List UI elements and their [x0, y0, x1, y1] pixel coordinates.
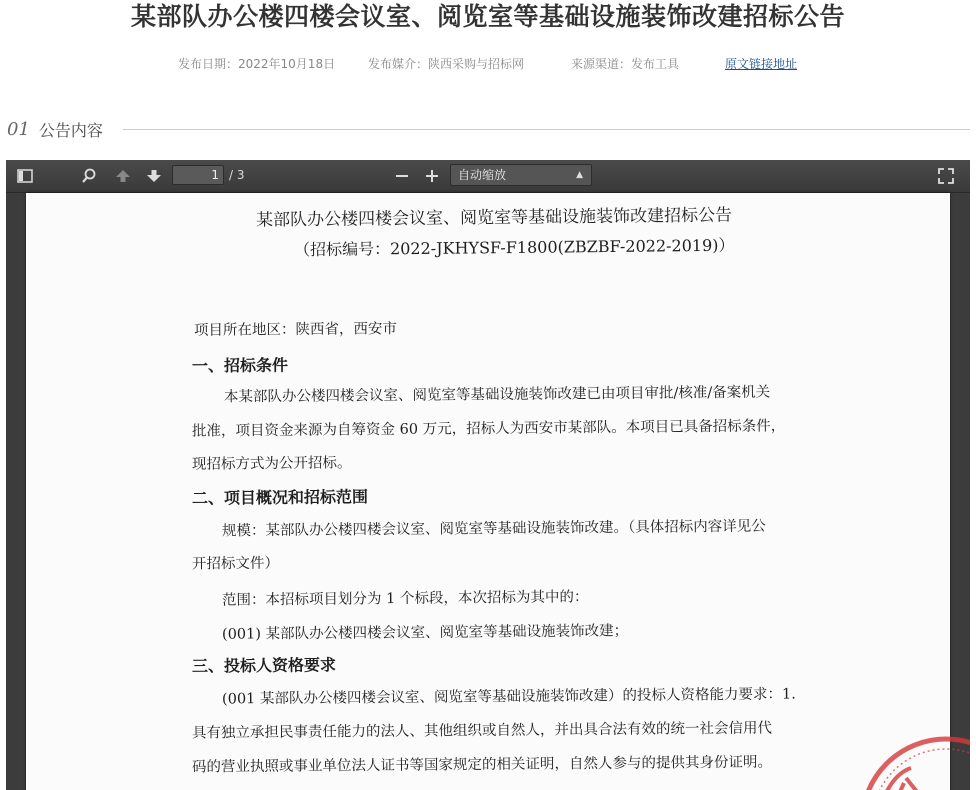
- page-number-input[interactable]: 1: [172, 165, 224, 185]
- doc-paragraph-line: 开招标文件）: [191, 555, 280, 573]
- publish-date: 发布日期：2022年10月18日: [178, 57, 336, 71]
- page-title: 某部队办公楼四楼会议室、阅览室等基础设施装饰改建招标公告: [130, 2, 845, 31]
- doc-title: 某部队办公楼四楼会议室、阅览室等基础设施装饰改建招标公告: [255, 205, 733, 231]
- meta-row: [0, 55, 976, 73]
- source-channel: 来源渠道：发布工具: [571, 57, 680, 71]
- arrow-up-icon[interactable]: [113, 166, 133, 186]
- doc-paragraph-line: 规模：某部队办公楼四楼会议室、阅览室等基础设施装饰改建。（具体招标内容详见公: [221, 518, 766, 540]
- section-header: [7, 116, 970, 142]
- sidebar-toggle-icon[interactable]: [15, 166, 35, 186]
- pdf-page: [26, 193, 950, 790]
- doc-heading-3: 三、投标人资格要求: [191, 655, 337, 676]
- doc-paragraph-line: 具有独立承担民事责任能力的法人、其他组织或自然人，并出具合法有效的统一社会信用代: [191, 720, 773, 742]
- doc-paragraph-line: 范围：本招标项目划分为 1 个标段，本次招标为其中的：: [221, 589, 589, 609]
- original-link[interactable]: 原文链接地址: [725, 57, 798, 71]
- doc-paragraph-line: 批准，项目资金来源为自筹资金 60 万元，招标人为西安市某部队。本项目已具备招标条件，: [191, 418, 786, 440]
- search-icon[interactable]: [79, 166, 99, 186]
- plus-icon[interactable]: [422, 166, 442, 186]
- doc-paragraph-line: 码的营业执照或事业单位法人证书等国家规定的相关证明，自然人参与的提供其身份证明。: [191, 754, 773, 776]
- red-seal-stamp: [856, 733, 970, 790]
- doc-heading-2: 二、项目概况和招标范围: [191, 487, 369, 508]
- doc-subtitle: （招标编号：2022-JKHYSF-F1800(ZBZBF-2022-2019)）: [293, 235, 735, 260]
- section-divider: [123, 129, 970, 130]
- page-total: / 3: [229, 168, 245, 182]
- doc-paragraph-line: (001) 某部队办公楼四楼会议室、阅览室等基础设施装饰改建；: [221, 623, 629, 643]
- pdf-toolbar: [6, 160, 970, 193]
- doc-region: 项目所在地区：陕西省，西安市: [193, 321, 398, 339]
- doc-paragraph-line: 本某部队办公楼四楼会议室、阅览室等基础设施装饰改建已由项目审批/核准/备案机关: [223, 384, 771, 406]
- zoom-value: 自动缩放: [458, 168, 507, 182]
- arrow-down-icon[interactable]: [144, 166, 164, 186]
- fullscreen-icon[interactable]: [936, 166, 956, 186]
- publish-media: 发布媒介：陕西采购与招标网: [368, 57, 525, 71]
- doc-heading-1: 一、招标条件: [191, 355, 289, 376]
- doc-paragraph-line: 现招标方式为公开招标。: [191, 455, 352, 473]
- select-arrows-icon: ▲: [576, 170, 583, 180]
- minus-icon[interactable]: [392, 166, 412, 186]
- pdf-viewer: [6, 160, 970, 790]
- section-label: 公告内容: [38, 120, 103, 140]
- doc-paragraph-line: (001 某部队办公楼四楼会议室、阅览室等基础设施装饰改建）的投标人资格能力要求：1.: [221, 686, 796, 708]
- section-number: 01: [7, 118, 30, 140]
- zoom-select[interactable]: [450, 164, 592, 186]
